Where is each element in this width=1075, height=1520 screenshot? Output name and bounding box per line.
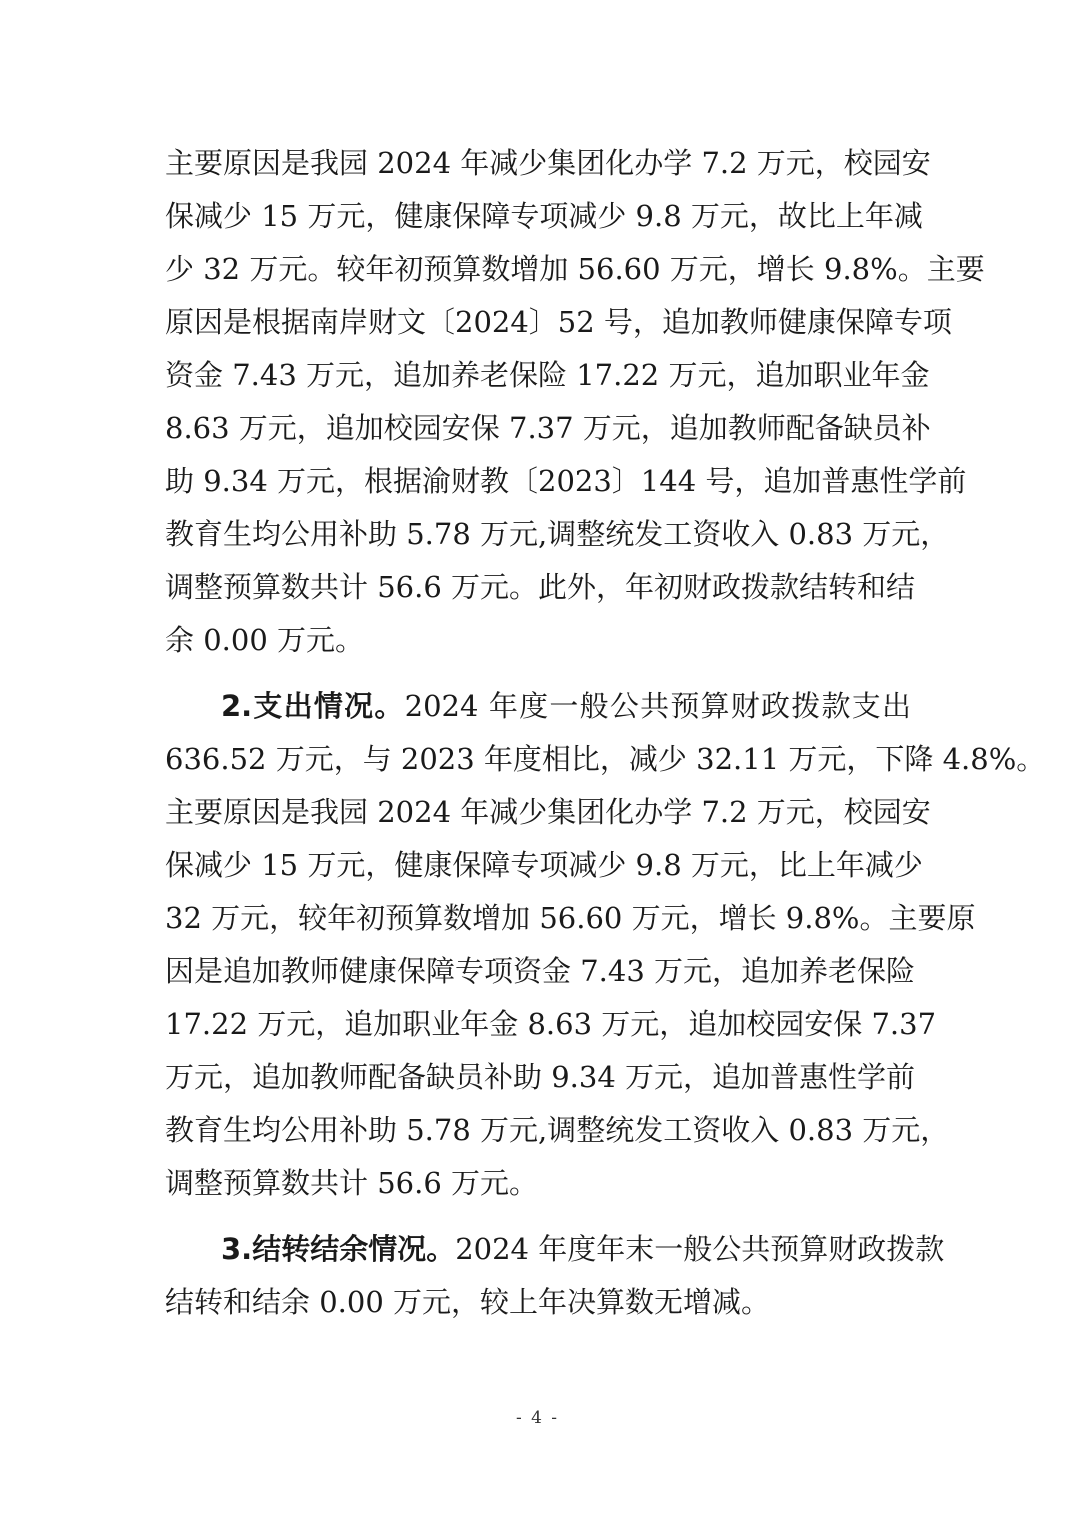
text-line: 少 32 万元。较年初预算数增加 56.60 万元，增长 9.8%。主要 (165, 252, 985, 286)
text-line: 主要原因是我园 2024 年减少集团化办学 7.2 万元，校园安 (165, 146, 931, 180)
text-line: 32 万元，较年初预算数增加 56.60 万元，增长 9.8%。主要原 (165, 901, 976, 935)
text-line: 调整预算数共计 56.6 万元。 (165, 1166, 539, 1200)
text-line: 8.63 万元，追加校园安保 7.37 万元，追加教师配备缺员补 (165, 411, 931, 445)
section-heading-carryover: 3.结转结余情况。 (221, 1232, 456, 1266)
text-line (221, 1229, 945, 1269)
text-line (221, 686, 911, 726)
text-line: 余 0.00 万元。 (165, 623, 365, 657)
text-run: 2024 年度年末一般公共预算财政拨款 (455, 1232, 945, 1266)
text-line: 结转和结余 0.00 万元，较上年决算数无增减。 (165, 1285, 771, 1319)
text-line: 主要原因是我园 2024 年减少集团化办学 7.2 万元，校园安 (165, 795, 931, 829)
text-line: 保减少 15 万元，健康保障专项减少 9.8 万元，故比上年减 (165, 199, 923, 233)
text-run: 2024 年度一般公共预算财政拨款支出 (404, 689, 911, 723)
text-line: 原因是根据南岸财文〔2024〕52 号，追加教师健康保障专项 (165, 305, 952, 339)
text-line: 资金 7.43 万元，追加养老保险 17.22 万元，追加职业年金 (165, 358, 930, 392)
text-line: 保减少 15 万元，健康保障专项减少 9.8 万元，比上年减少 (165, 848, 923, 882)
text-line: 教育生均公用补助 5.78 万元,调整统发工资收入 0.83 万元， (165, 517, 950, 551)
text-line: 17.22 万元，追加职业年金 8.63 万元，追加校园安保 7.37 (165, 1007, 937, 1041)
page-number: - 4 - (515, 1408, 560, 1428)
text-line: 万元，追加教师配备缺员补助 9.34 万元，追加普惠性学前 (165, 1060, 916, 1094)
text-line: 636.52 万元，与 2023 年度相比，减少 32.11 万元，下降 4.8%。 (165, 742, 1046, 776)
text-line: 调整预算数共计 56.6 万元。此外，年初财政拨款结转和结 (165, 570, 916, 604)
text-line: 教育生均公用补助 5.78 万元,调整统发工资收入 0.83 万元， (165, 1113, 950, 1147)
text-line: 因是追加教师健康保障专项资金 7.43 万元，追加养老保险 (165, 954, 916, 988)
section-heading-expenditure: 2.支出情况。 (221, 689, 405, 723)
text-line: 助 9.34 万元，根据渝财教〔2023〕144 号，追加普惠性学前 (165, 464, 967, 498)
